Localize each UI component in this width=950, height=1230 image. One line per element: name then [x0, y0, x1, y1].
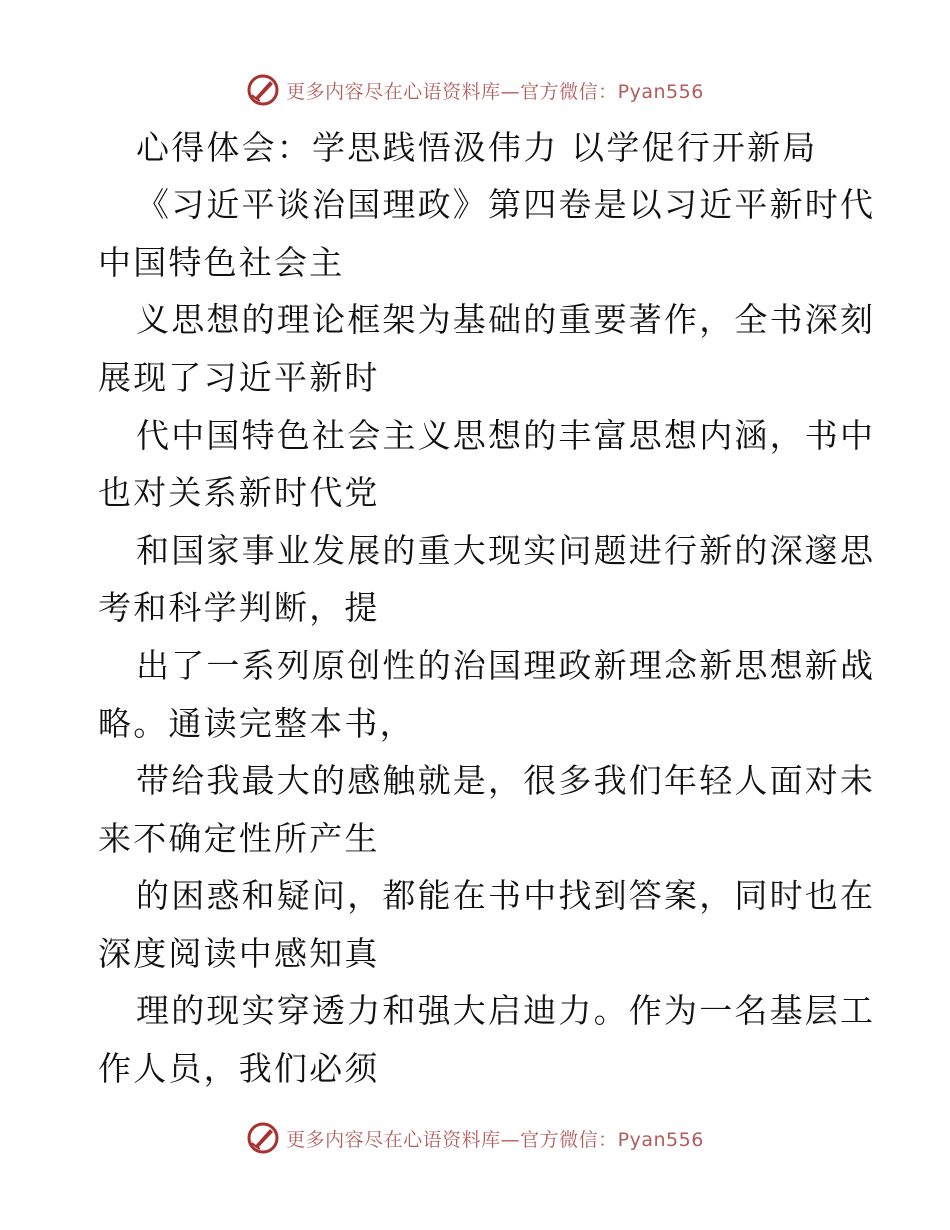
doc-title: 心得体会：学思践悟汲伟力 以学促行开新局	[136, 128, 818, 167]
paragraph-line: 也对关系新时代党	[98, 473, 380, 512]
paragraph-line: 中国特色社会主	[98, 243, 345, 282]
quill-logo-icon	[246, 1121, 280, 1155]
paragraph-line: 深度阅读中感知真	[98, 934, 380, 973]
footer-watermark	[0, 1118, 950, 1158]
paragraph-line: 展现了习近平新时	[98, 358, 380, 397]
watermark-text: 更多内容尽在心语资料库—官方微信：Pyan556	[286, 1128, 704, 1151]
watermark-text: 更多内容尽在心语资料库—官方微信：Pyan556	[286, 80, 704, 103]
paragraph-line: 略。通读完整本书，	[98, 704, 415, 743]
quill-logo-icon	[246, 73, 280, 107]
header-watermark	[0, 70, 950, 110]
paragraph-line: 来不确定性所产生	[98, 819, 380, 858]
paragraph-line: 理的现实穿透力和强大启迪力。作为一名基层工	[136, 991, 876, 1030]
paragraph-line: 代中国特色社会主义思想的丰富思想内涵，书中	[136, 416, 876, 455]
paragraph-line: 的困惑和疑问，都能在书中找到答案，同时也在	[136, 876, 876, 915]
paragraph-line: 义思想的理论框架为基础的重要著作，全书深刻	[136, 300, 876, 339]
paragraph-line: 考和科学判断，提	[98, 588, 380, 627]
paragraph-line: 出了一系列原创性的治国理政新理念新思想新战	[136, 646, 876, 685]
paragraph-line: 《习近平谈治国理政》第四卷是以习近平新时代	[136, 185, 876, 224]
paragraph-line: 带给我最大的感触就是，很多我们年轻人面对未	[136, 761, 876, 800]
paragraph-line: 作人员，我们必须	[98, 1049, 380, 1088]
paragraph-line: 和国家事业发展的重大现实问题进行新的深邃思	[136, 531, 876, 570]
